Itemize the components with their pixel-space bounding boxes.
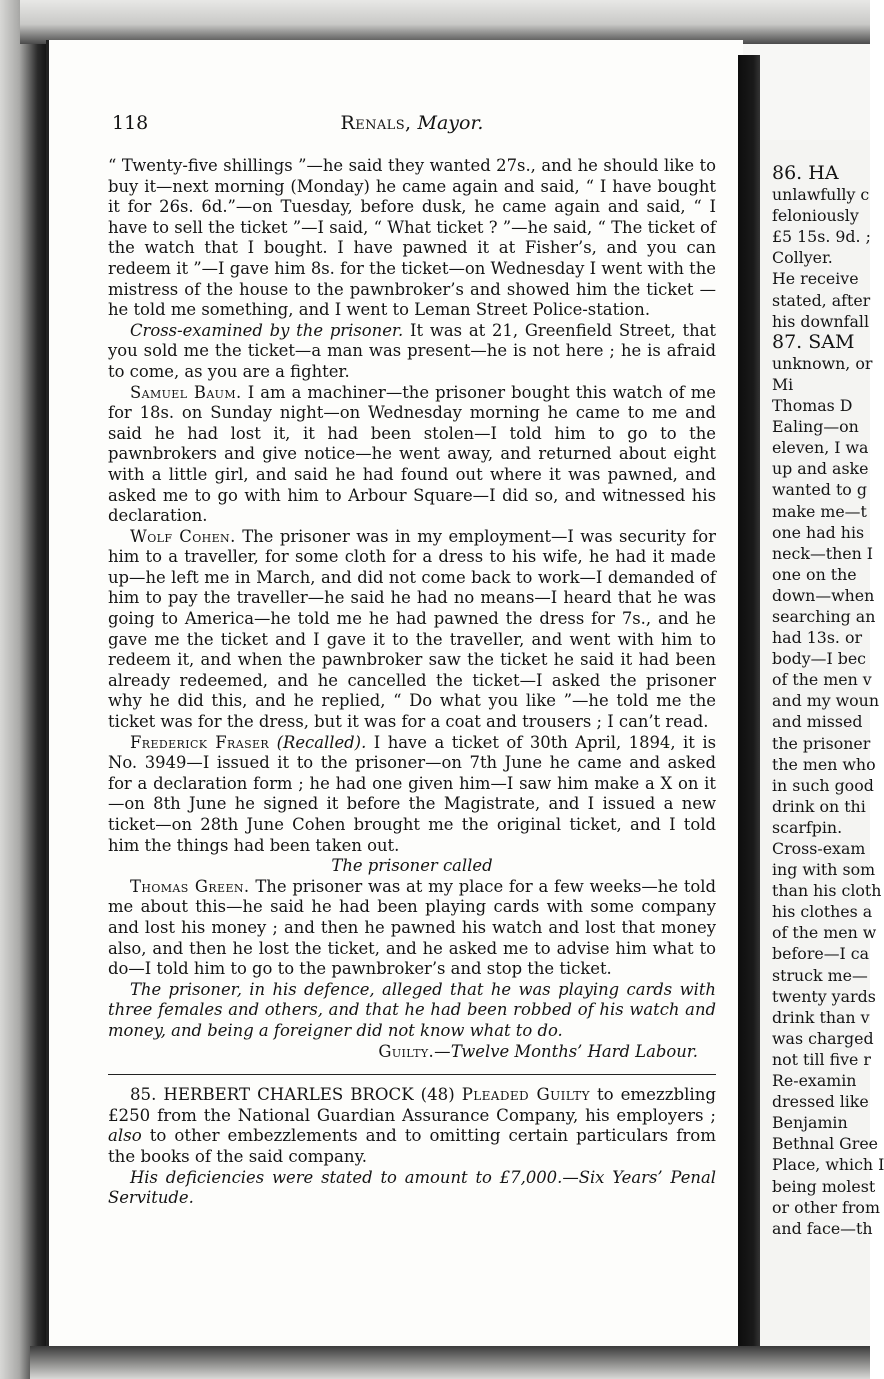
witness-testimony: The prisoner was at my place for a few weeks—he told me about this—he said he had been playing cards with some company and lost his money ; and then he pawned his watch and lost that money also, and then he lost the ticket, and he asked me to advise him what to do—I told him to go to the pawnbroker’s and stop the ticket. (108, 876, 717, 979)
right-page-line: drink than v (772, 1007, 870, 1027)
right-page-line: and face—th (772, 1218, 873, 1238)
main-text (108, 156, 716, 1209)
right-page-line: in such good (772, 775, 874, 795)
paragraph-samuel-baum (108, 383, 716, 527)
right-page-line: scarfpin. (772, 817, 843, 837)
right-page-line: £5 15s. 9d. ; (772, 227, 871, 247)
left-book-edge (0, 0, 48, 1379)
right-page-line: before—I ca (772, 944, 870, 964)
right-page-line: Ealing—on (772, 417, 859, 437)
right-page-line: the men who (772, 754, 876, 774)
right-page-line: and missed (772, 712, 863, 732)
right-page-line: He receive (772, 269, 859, 289)
cross-examined-label: Cross-examined by the prisoner. (130, 320, 404, 340)
witness-name: Thomas Green. (130, 876, 250, 896)
defendant-age: (48) (420, 1085, 455, 1105)
right-page-line: than his cloth (772, 881, 882, 901)
recalled-note: (Recalled). (276, 732, 367, 752)
verdict-label: Guilty.— (378, 1041, 451, 1061)
paragraph-thomas-green (108, 877, 716, 980)
right-page-line: eleven, I wa (772, 438, 869, 458)
right-page-line: twenty yards (772, 986, 876, 1006)
right-page-line: neck—then I (772, 543, 874, 563)
prisoner-called-heading: The prisoner called (331, 856, 493, 876)
running-title-role: Mayor. (417, 112, 484, 134)
right-page-line: not till five r (772, 1049, 871, 1069)
case-separator-rule (108, 1074, 716, 1075)
case-85-sentence: His deficiencies were stated to amount to £7,000.—Six Years’ Penal Servitude. (108, 1167, 716, 1208)
right-page-line: his downfall (772, 311, 870, 331)
right-page-line: had 13s. or (772, 628, 863, 648)
running-title (112, 112, 712, 134)
witness-testimony: The prisoner was in my employment—I was security for him to a traveller, for some cloth for a dress to his wife, he had it made up—he left me in March, and did not come back to work—I demanded of him to pay the traveller—he said he had no means—I heard that he was going to America—he told me he had pawned the dress for 7s., and he gave me the ticket and I gave it to the traveller, and went with him to redeem it, and when the pawnbroker saw the ticket he said it had been already redeemed, and he cancelled the ticket—I asked the prisoner why he did this, and he replied, “ Do what you like ”—he told me the ticket was for the dress, but it was for a coat and trousers ; I can’t read. (108, 526, 717, 732)
also-word: also (108, 1126, 142, 1146)
bottom-scan-border (30, 1346, 870, 1379)
paragraph-frederick-fraser (108, 733, 716, 857)
right-page-line: Place, which I (772, 1155, 884, 1175)
right-page-line: the prisoner (772, 733, 871, 753)
witness-testimony: I have a ticket of 30th April, 1894, it is No. 3949—I issued it to the prisoner—on 7th June he came and asked for a declaration form ; he had one given him—I saw him make a X on it —on 8th June he signed it before the Magistrate, and I issued a new ticket—on 28th June Cohen brought me the original ticket, and I told him the things had been taken out. (108, 732, 716, 855)
cross-examined-text: It was at 21, Greenfield Street, that you sold me the ticket—a man was present—he is not here ; he is afraid to come, as you are a fighter. (108, 320, 716, 381)
right-page-line: unlawfully c (772, 185, 870, 205)
right-page-line: one on the (772, 564, 857, 584)
charge-text-b: to other embezzlements and to omitting certain particulars from the books of the said company. (108, 1126, 716, 1166)
right-page-line: stated, after (772, 290, 871, 310)
page-number: 118 (112, 112, 149, 134)
running-title-name: Renals, (340, 112, 412, 134)
paragraph-wolf-cohen (108, 527, 716, 733)
right-page-line: struck me— (772, 965, 868, 985)
right-page-line: ing with som (772, 860, 876, 880)
right-page-line: one had his (772, 522, 865, 542)
right-page-line: Mi (772, 374, 794, 394)
right-page-line: down—when (772, 585, 875, 605)
witness-name: Frederick Fraser (130, 732, 270, 752)
right-page-line: dressed like (772, 1092, 869, 1112)
case-number: 85. (130, 1085, 157, 1105)
paragraph-testimony-continued: “ Twenty-five shillings ”—he said they wanted 27s., and he should like to buy it—next morning (Monday) he came again and said, “ I have bought it for 26s. 6d.”—on Tuesday, before dusk, he came again and said, “ I have to sell the ticket ”—I said, “ What ticket ? ”—he said, “ The ticket of the watch that I bought. I have pawned it at Fisher’s, and you can redeem it ”—I gave him 8s. for the ticket—on Wednesday I went with the mistress of the house to the pawnbroker’s and showed him the ticket —he told me something, and I went to Leman Street Police-station. (108, 156, 716, 320)
right-page-line: of the men w (772, 923, 877, 943)
right-page-line: wanted to g (772, 480, 867, 500)
right-page-line: was charged (772, 1028, 874, 1048)
right-page-line: searching an (772, 606, 876, 626)
right-page-line: 86. HA (772, 162, 839, 184)
right-page-line: Bethnal Gree (772, 1134, 879, 1154)
right-page-line: feloniously (772, 206, 859, 226)
right-page-line: Thomas D (772, 396, 853, 416)
defendant-name: HERBERT CHARLES BROCK (163, 1085, 414, 1105)
right-page-line: being molest (772, 1176, 876, 1196)
page-header (112, 112, 712, 136)
right-page-line: Cross-exam (772, 839, 866, 858)
book-gutter (738, 55, 760, 1355)
right-page-line: his clothes a (772, 902, 873, 922)
right-page-text (772, 162, 884, 1239)
right-page-line: Re-examin (772, 1071, 857, 1091)
plea: Pleaded Guilty (461, 1085, 590, 1105)
verdict-sentence: Twelve Months’ Hard Labour. (450, 1041, 698, 1061)
right-page-line: unknown, or (772, 353, 873, 373)
right-page-line: drink on thi (772, 796, 866, 816)
witness-name: Samuel Baum. (130, 382, 242, 402)
prisoner-defence: The prisoner, in his defence, alleged that he was playing cards with three females and others, and that he had been robbed of his watch and money, and being a foreigner did not know what to do. (108, 979, 716, 1040)
right-page-line: make me—t (772, 501, 867, 521)
charge-text-a: to emezzbling £250 from the National Guardian Assurance Company, his employers ; (108, 1085, 717, 1125)
right-page-line: body—I bec (772, 649, 867, 669)
witness-testimony: I am a machiner—the prisoner bought this watch of me for 18s. on Sunday night—on Wednesday morning he came to me and said he had lost it, it had been stolen—I told him to go to the pawnbrokers and give notice—he went away, and returned about eight with a little girl, and said he had found out where it was pawned, and asked me to go with him to Arbour Square—I did so, and witnessed his declaration. (108, 382, 716, 526)
right-page-line: Benjamin (772, 1113, 848, 1133)
paragraph-cross-examination (108, 321, 716, 383)
right-page-line: Collyer. (772, 248, 833, 268)
top-scan-border (20, 0, 870, 44)
case-85-entry (108, 1085, 716, 1167)
right-page-line: and my woun (772, 691, 880, 711)
right-page-line: or other from (772, 1197, 880, 1217)
witness-name: Wolf Cohen. (130, 526, 236, 546)
right-page-line: of the men v (772, 670, 872, 690)
verdict-line (108, 1042, 716, 1063)
right-page-line: 87. SAM (772, 330, 855, 353)
right-page-line: up and aske (772, 459, 869, 479)
